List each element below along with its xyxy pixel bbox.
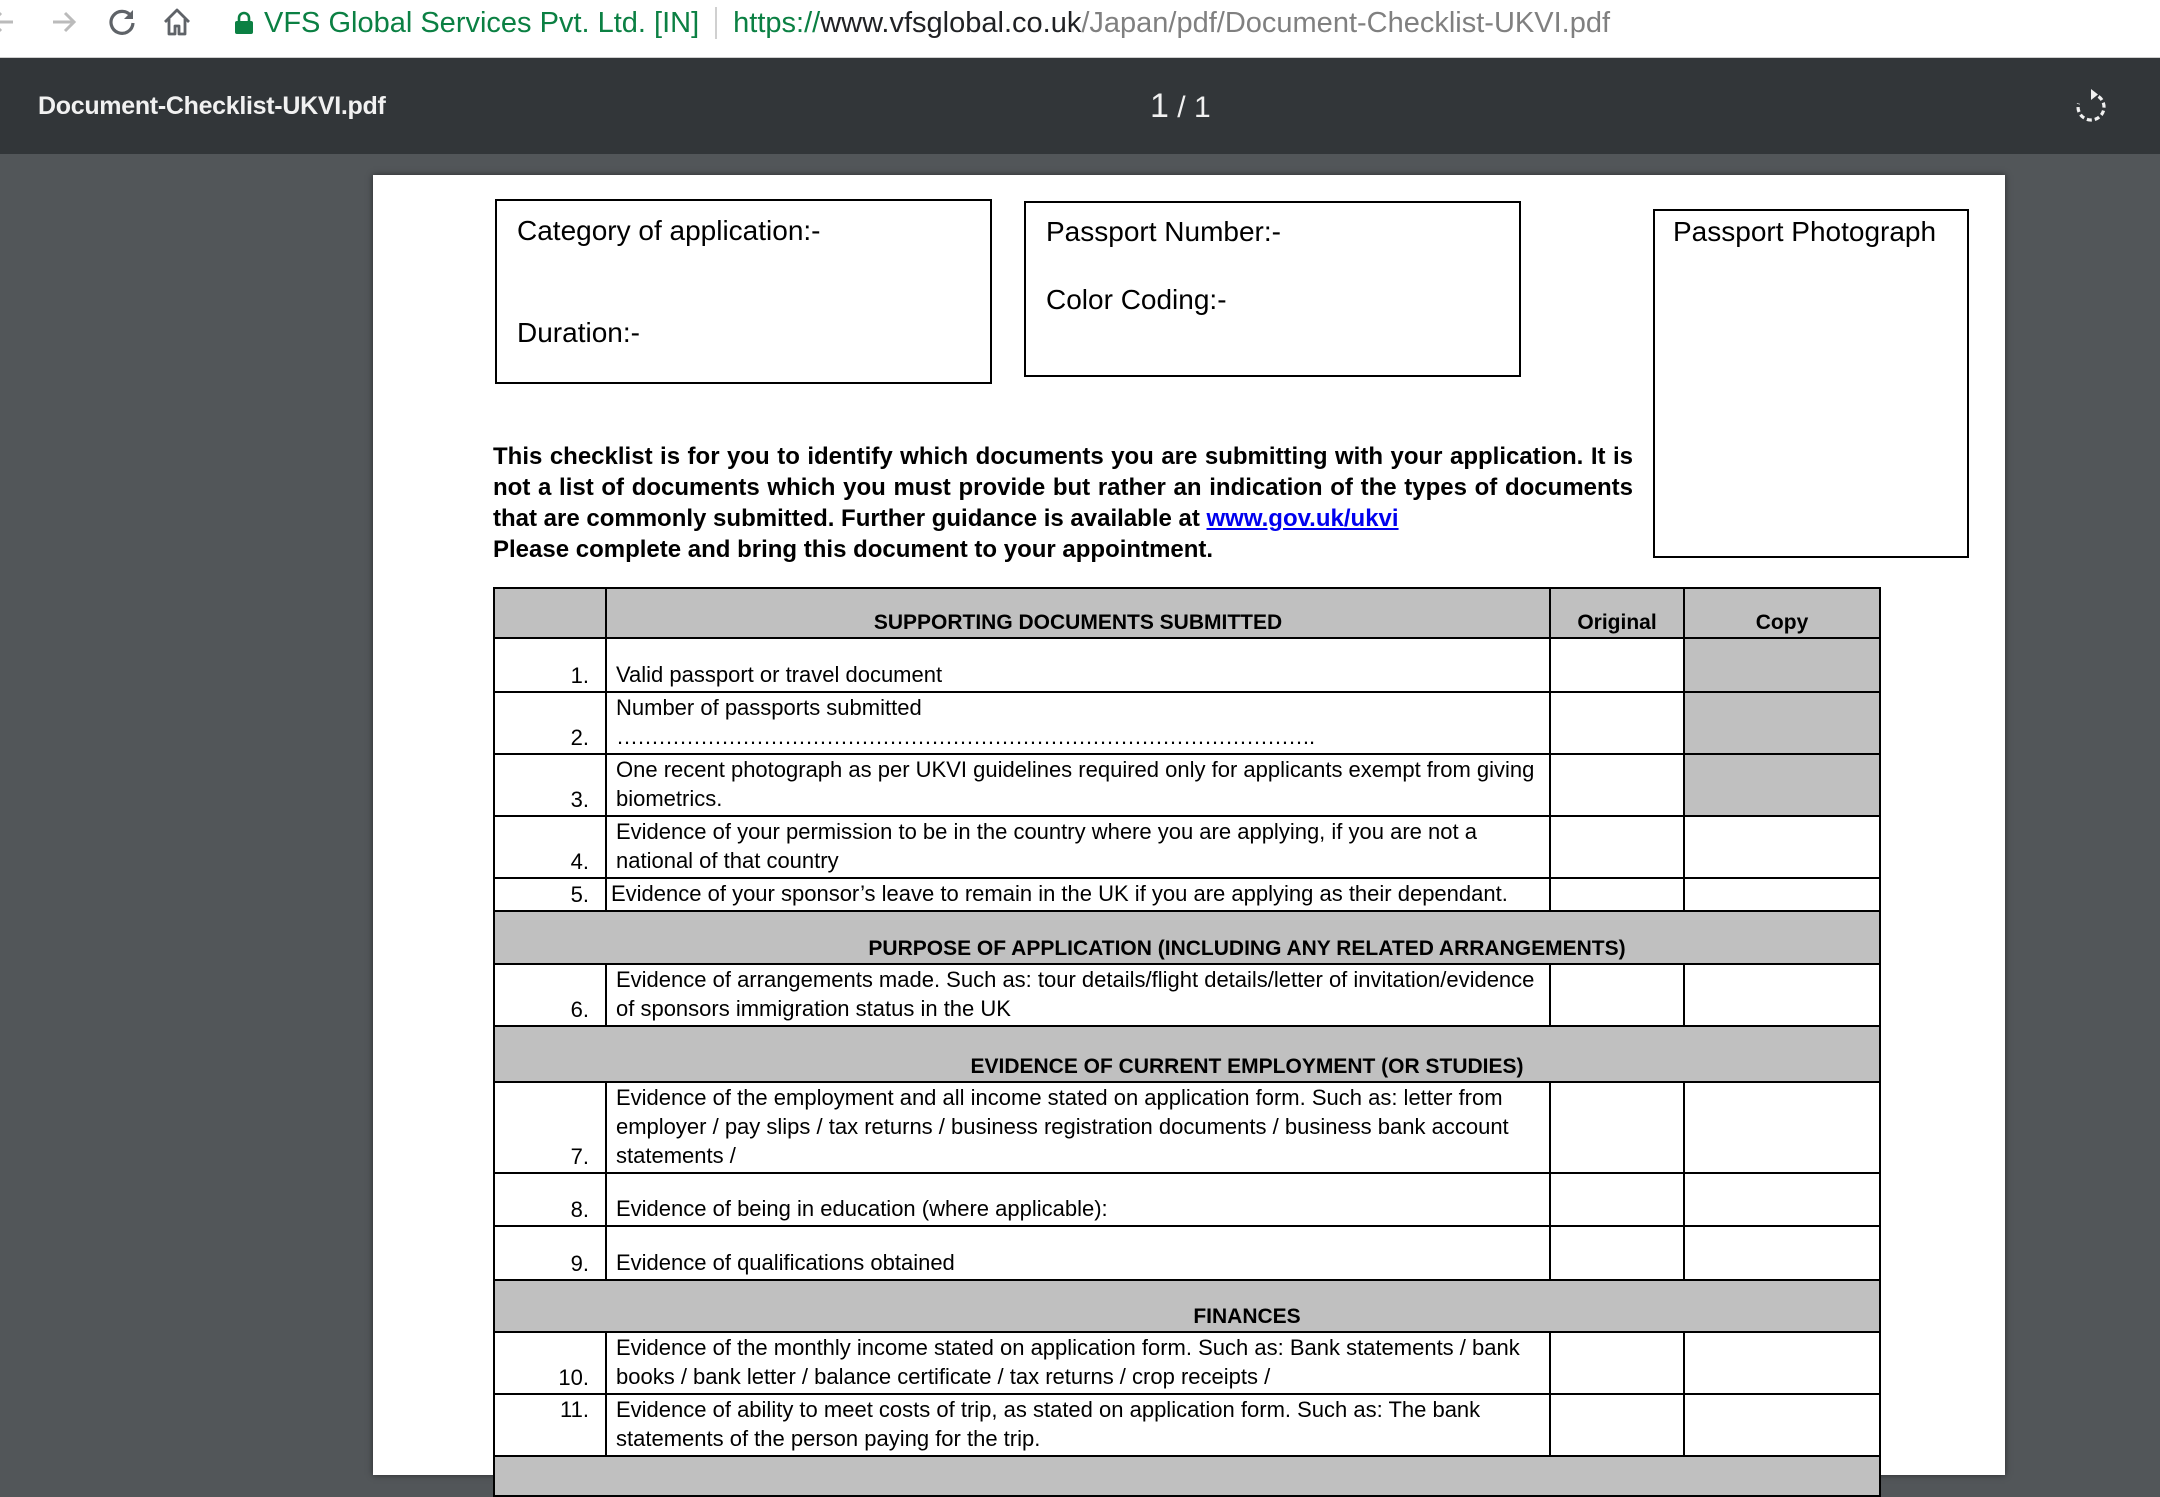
row-description: Evidence of qualifications obtained <box>606 1226 1550 1280</box>
table-row <box>494 964 1880 1026</box>
original-checkbox-cell[interactable] <box>1550 1173 1684 1226</box>
total-pages: 1 <box>1193 91 1211 124</box>
passport-number-label: Passport Number:- <box>1046 216 1281 247</box>
copy-checkbox-cell[interactable] <box>1684 1082 1880 1173</box>
home-icon <box>161 6 193 38</box>
page-indicator <box>1150 58 1211 154</box>
photo-box <box>1653 209 1969 558</box>
category-label: Category of application:- <box>517 215 821 246</box>
row-description: Evidence of arrangements made. Such as: tour details/flight details/letter of invitation/evidence of sponsors immigration status in the UK <box>606 964 1550 1026</box>
pdf-title: Document-Checklist-UKVI.pdf <box>38 92 386 120</box>
row-description: Evidence of your sponsor’s leave to remain in the UK if you are applying as their dependant. <box>606 878 1550 911</box>
lock-icon <box>234 11 254 35</box>
copy-checkbox-cell[interactable] <box>1684 878 1880 911</box>
table-row <box>494 754 1880 816</box>
original-checkbox-cell[interactable] <box>1550 816 1684 878</box>
copy-checkbox-cell <box>1684 638 1880 692</box>
copy-checkbox-cell <box>1684 754 1880 816</box>
section-header-row <box>494 1026 1880 1082</box>
reload-button[interactable] <box>100 0 144 44</box>
row-number: 6. <box>494 964 606 1026</box>
rotate-clockwise-icon <box>2070 86 2112 128</box>
row-description: Evidence of the employment and all income stated on application form. Such as: letter from employer / pay slips / tax returns / business registration documents / business bank account statements / <box>606 1082 1550 1173</box>
row-description-text: Number of passports submitted <box>616 695 922 720</box>
arrow-right-icon <box>49 7 79 37</box>
copy-checkbox-cell[interactable] <box>1684 1394 1880 1456</box>
row-number: 10. <box>494 1332 606 1394</box>
current-page[interactable]: 1 <box>1150 87 1169 125</box>
original-checkbox-cell[interactable] <box>1550 754 1684 816</box>
url-path: /Japan/pdf/Document-Checklist-UKVI.pdf <box>1081 6 1611 39</box>
row-number: 11. <box>494 1394 606 1456</box>
section-header-row <box>494 911 1880 964</box>
photo-label: Passport Photograph <box>1673 216 1937 247</box>
address-bar[interactable] <box>218 2 2160 44</box>
rotate-button[interactable] <box>2070 86 2112 128</box>
table-row <box>494 878 1880 911</box>
pdf-viewer[interactable] <box>0 155 2160 1451</box>
category-box <box>495 199 992 384</box>
section-header-row <box>494 1280 1880 1332</box>
table-row <box>494 692 1880 754</box>
row-number: 9. <box>494 1226 606 1280</box>
finances-section-title: FINANCES <box>494 1280 1880 1332</box>
intro-paragraph: This checklist is for you to identify which documents you are submitting with your application. It is not a list of documents which you must provide but rather an indication of the types of documents that are commonly submitted. Further guidance is available at <box>493 443 1633 532</box>
row-number: 7. <box>494 1082 606 1173</box>
row-description <box>606 692 1550 754</box>
color-coding-label: Color Coding:- <box>1046 284 1227 315</box>
purpose-section-title: PURPOSE OF APPLICATION (INCLUDING ANY RELATED ARRANGEMENTS) <box>494 911 1880 964</box>
header-blank-cell <box>494 588 606 638</box>
passport-box <box>1024 201 1521 377</box>
browser-toolbar <box>0 0 2160 58</box>
url-scheme: https:// <box>733 6 821 39</box>
url-host: www.vfsglobal.co.uk <box>820 6 1082 39</box>
copy-checkbox-cell[interactable] <box>1684 1173 1880 1226</box>
row-description: Evidence of ability to meet costs of trip, as stated on application form. Such as: The bank statements of the person paying for the trip. <box>606 1394 1550 1456</box>
table-header-row <box>494 588 1880 638</box>
row-number: 4. <box>494 816 606 878</box>
intro-instruction: Please complete and bring this document to your appointment. <box>493 536 1214 563</box>
back-button[interactable] <box>0 0 24 44</box>
pdf-page <box>373 175 2005 1475</box>
pdf-toolbar <box>0 58 2160 154</box>
page-separator: / <box>1177 91 1186 124</box>
original-checkbox-cell[interactable] <box>1550 638 1684 692</box>
forward-button[interactable] <box>42 0 86 44</box>
original-header: Original <box>1550 588 1684 638</box>
employment-section-title: EVIDENCE OF CURRENT EMPLOYMENT (OR STUDIES) <box>494 1026 1880 1082</box>
copy-checkbox-cell[interactable] <box>1684 816 1880 878</box>
copy-checkbox-cell[interactable] <box>1684 1332 1880 1394</box>
copy-checkbox-cell[interactable] <box>1684 1226 1880 1280</box>
original-checkbox-cell[interactable] <box>1550 1082 1684 1173</box>
gov-uk-link[interactable]: www.gov.uk/ukvi <box>1206 505 1399 532</box>
row-description: Evidence of being in education (where applicable): <box>606 1173 1550 1226</box>
home-button[interactable] <box>155 0 199 44</box>
ev-certificate-name[interactable]: VFS Global Services Pvt. Ltd. [IN] <box>264 6 700 39</box>
supporting-docs-header: SUPPORTING DOCUMENTS SUBMITTED <box>606 588 1550 638</box>
row-description: One recent photograph as per UKVI guidelines required only for applicants exempt from giving biometrics. <box>606 754 1550 816</box>
copy-header: Copy <box>1684 588 1880 638</box>
original-checkbox-cell[interactable] <box>1550 878 1684 911</box>
table-row <box>494 1082 1880 1173</box>
row-number: 2. <box>494 692 606 754</box>
intro-text <box>493 441 1633 565</box>
table-row <box>494 1332 1880 1394</box>
row-number: 8. <box>494 1173 606 1226</box>
next-section-header <box>494 1456 1880 1496</box>
original-checkbox-cell[interactable] <box>1550 692 1684 754</box>
row-description: Evidence of the monthly income stated on application form. Such as: Bank statements / bank books / bank letter / balance certificate / tax returns / crop receipts / <box>606 1332 1550 1394</box>
row-description: Valid passport or travel document <box>606 638 1550 692</box>
original-checkbox-cell[interactable] <box>1550 1226 1684 1280</box>
row-description: Evidence of your permission to be in the country where you are applying, if you are not a national of that country <box>606 816 1550 878</box>
table-row <box>494 1226 1880 1280</box>
table-row <box>494 1394 1880 1456</box>
checklist-table <box>493 587 1881 1497</box>
duration-label: Duration:- <box>517 317 640 348</box>
section-header-row <box>494 1456 1880 1496</box>
fill-in-dots[interactable]: ………………………………………………………………………………………. <box>616 724 1315 749</box>
copy-checkbox-cell <box>1684 692 1880 754</box>
original-checkbox-cell[interactable] <box>1550 1394 1684 1456</box>
original-checkbox-cell[interactable] <box>1550 1332 1684 1394</box>
table-row <box>494 816 1880 878</box>
row-number: 1. <box>494 638 606 692</box>
table-row <box>494 638 1880 692</box>
table-row <box>494 1173 1880 1226</box>
omnibox-separator <box>715 7 717 39</box>
original-checkbox-cell[interactable] <box>1550 964 1684 1026</box>
row-number: 5. <box>494 878 606 911</box>
arrow-left-icon <box>0 7 17 37</box>
reload-icon <box>106 6 138 38</box>
copy-checkbox-cell[interactable] <box>1684 964 1880 1026</box>
row-number: 3. <box>494 754 606 816</box>
